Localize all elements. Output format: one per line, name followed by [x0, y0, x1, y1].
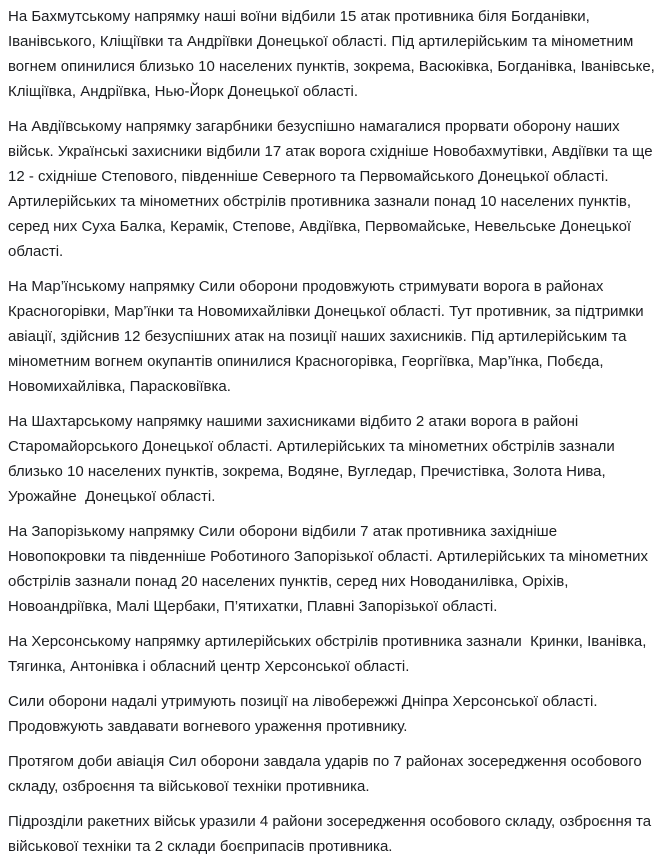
paragraph-dnipro-left-bank: Сили оборони надалі утримують позиції на лівобережжі Дніпра Херсонської області. Продовжують завдавати вогневого ураження противнику.	[8, 693, 602, 735]
paragraph-zaporizhzhia-direction: На Запорізькому напрямку Сили оборони відбили 7 атак противника західніше Новопокровки та південніше Роботиного Запорізької області. Артилерійських та мінометних обстрілів зазнали понад 20 населених пунктів, серед них Новоданилівка, Оріхів, Новоандріївка, Малі Щербаки, П’ятихатки, Плавні Запорізької області.	[8, 523, 653, 615]
paragraph-avdiivka-direction: На Авдіївському напрямку загарбники безуспішно намагалися прорвати оборону наших військ. Українські захисники відбили 17 атак ворога східніше Новобахмутівки, Авдіївки та ще 12 - східніше Степового, південніше Северного та Первомайського Донецької області. Артилерійських та мінометних обстрілів противника зазнали понад 10 населених пунктів, серед них Суха Балка, Керамік, Степове, Авдіївка, Первомайське, Невельське Донецької області.	[8, 118, 657, 260]
paragraph-kherson-direction: На Херсонському напрямку артилерійських обстрілів противника зазнали Кринки, Іванівка, Тягинка, Антонівка і обласний центр Херсонської області.	[8, 633, 651, 675]
paragraph-marinka-direction: На Мар’їнському напрямку Сили оборони продовжують стримувати ворога в районах Красногорівки, Мар’їнки та Новомихайлівки Донецької області. Тут противник, за підтримки авіації, здійснив 12 безуспішних атак на позиції наших захисників. Під артилерійським та мінометним вогнем окупантів опинилися Красногорівка, Георгіївка, Мар’їнка, Побєда, Новомихайлівка, Парасковіївка.	[8, 278, 648, 395]
paragraph-bakhmut-direction: На Бахмутському напрямку наші воїни відбили 15 атак противника біля Богданівки, Іванівського, Кліщіївки та Андріївки Донецької області. Під артилерійським та мінометним вогнем опинилися близько 10 населених пунктів, зокрема, Васюківка, Богданівка, Іванівське, Кліщіївка, Андріївка, Нью-Йорк Донецької області.	[8, 8, 660, 100]
paragraph-shakhtarsk-direction: На Шахтарському напрямку нашими захисниками відбито 2 атаки ворога в районі Старомайорського Донецької області. Артилерійських та мінометних обстрілів зазнали близько 10 населених пунктів, зокрема, Водяне, Вугледар, Пречистівка, Золота Нива, Урожайне Донецької області.	[8, 413, 619, 505]
paragraph-aviation-strikes: Протягом доби авіація Сил оборони завдала ударів по 7 районах зосередження особового складу, озброєння та військової техніки противника.	[8, 753, 646, 795]
paragraph-missile-forces: Підрозділи ракетних військ уразили 4 райони зосередження особового складу, озброєння та військової техніки та 2 склади боєприпасів противника.	[8, 813, 656, 855]
